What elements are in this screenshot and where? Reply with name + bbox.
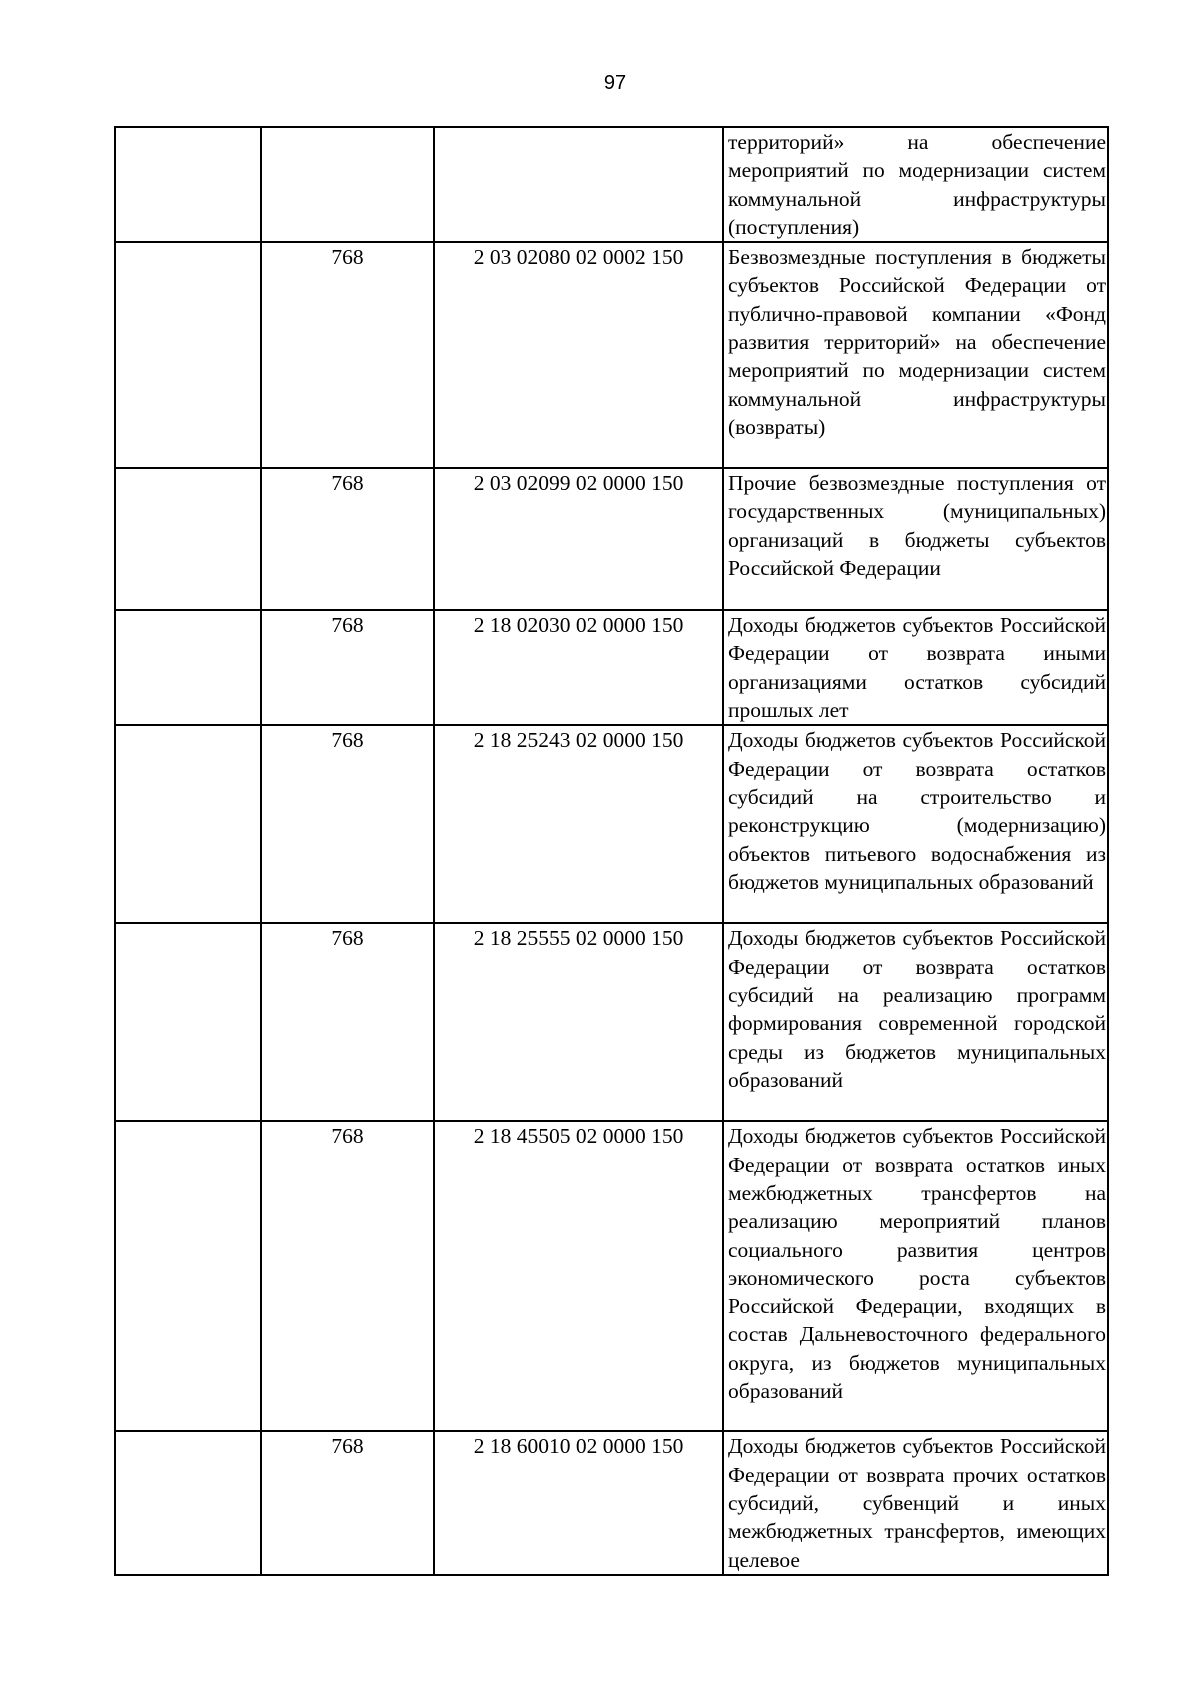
table-cell-admin-code: 768 [261,1121,434,1431]
table-cell-description: Доходы бюджетов субъектов Российской Федерации от возврата остатков субсидий на строительство и реконструкцию (модернизацию) объектов питьевого водоснабжения из бюджетов муниципальных образований [723,725,1108,923]
page-number: 97 [603,72,627,94]
table-cell-admin-code: 768 [261,1431,434,1574]
table-cell-description: Доходы бюджетов субъектов Российской Федерации от возврата иными организациями остатков субсидий прошлых лет [723,610,1108,725]
table-cell-budget-code: 2 18 45505 02 0000 150 [434,1121,723,1431]
table-cell-description: Доходы бюджетов субъектов Российской Федерации от возврата остатков иных межбюджетных трансфертов на реализацию мероприятий планов социального развития центров экономического роста субъектов Российской Федерации, входящих в состав Дальневосточного федерального округа, из бюджетов муниципальных образований [723,1121,1108,1431]
table-cell-description: Доходы бюджетов субъектов Российской Федерации от возврата остатков субсидий на реализацию программ формирования современной городской среды из бюджетов муниципальных образований [723,923,1108,1121]
table-cell-blank [115,468,261,610]
budget-classification-table [114,126,1109,1576]
table-cell-budget-code: 2 18 25243 02 0000 150 [434,725,723,923]
table-cell-description: Безвозмездные поступления в бюджеты субъектов Российской Федерации от публично-правовой компании «Фонд развития территорий» на обеспечение мероприятий по модернизации систем коммунальной инфраструктуры (возвраты) [723,242,1108,468]
table-cell-budget-code: 2 18 60010 02 0000 150 [434,1431,723,1574]
table-cell-budget-code [434,127,723,242]
table-cell-budget-code: 2 03 02080 02 0002 150 [434,242,723,468]
table-cell-blank [115,610,261,725]
table-cell-blank [115,923,261,1121]
table-cell-budget-code: 2 03 02099 02 0000 150 [434,468,723,610]
table-cell-admin-code: 768 [261,725,434,923]
table-row [115,468,1108,610]
table-cell-blank [115,242,261,468]
table-row [115,923,1108,1121]
table-cell-budget-code: 2 18 02030 02 0000 150 [434,610,723,725]
table-cell-admin-code: 768 [261,923,434,1121]
table-row [115,127,1108,242]
table-cell-admin-code [261,127,434,242]
table-cell-admin-code: 768 [261,610,434,725]
table-row [115,1431,1108,1574]
table-cell-admin-code: 768 [261,468,434,610]
table-cell-budget-code: 2 18 25555 02 0000 150 [434,923,723,1121]
table-row [115,610,1108,725]
table-cell-description: территорий» на обеспечение мероприятий по модернизации систем коммунальной инфраструктуры (поступления) [723,127,1108,242]
table-cell-admin-code: 768 [261,242,434,468]
table-row [115,725,1108,923]
table-cell-blank [115,127,261,242]
table-cell-blank [115,1121,261,1431]
table-row [115,242,1108,468]
table-cell-blank [115,725,261,923]
table-cell-description: Доходы бюджетов субъектов Российской Федерации от возврата прочих остатков субсидий, субвенций и иных межбюджетных трансфертов, имеющих целевое [723,1431,1108,1574]
table-cell-blank [115,1431,261,1574]
table-cell-description: Прочие безвозмездные поступления от государственных (муниципальных) организаций в бюджеты субъектов Российской Федерации [723,468,1108,610]
table-row [115,1121,1108,1431]
